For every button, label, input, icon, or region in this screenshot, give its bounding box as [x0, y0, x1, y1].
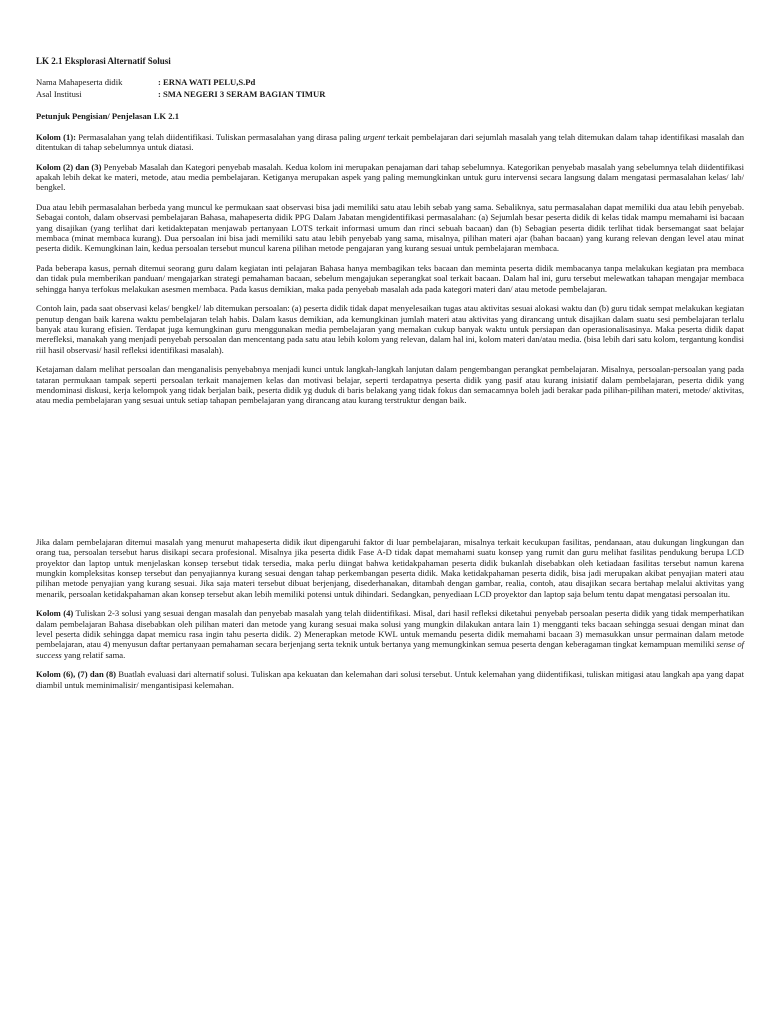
- kolom-2-3-text: Penyebab Masalah dan Kategori penyebab masalah. Kedua kolom ini merupakan penajaman dari tahap sebelumnya. Kategorikan penyebab masalah yang sebelumnya telah diidentifikasi apakah lebih dekat ke materi, metode, atau media pembelajaran. Ketiganya merupakan aspek yang paling memungkinkan untuk guru intervensi secara langsung dalam mengatasi permasalahan kelas/ lab/ bengkel.: [36, 161, 744, 193]
- student-name-row: [36, 77, 744, 89]
- student-name-label: Nama Mahapeserta didik: [36, 77, 123, 88]
- paragraph-external-factors: Jika dalam pembelajaran ditemui masalah yang menurut mahapeserta didik ikut dipengaruhi faktor di luar pembelajaran, misalnya terkait kecukupan fasilitas, pendanaan, atau dukungan lingkungan dan orang tua, persoalan tersebut harus disikapi secara profesional. Misalnya jika peserta didik Fase A-D tidak dapat memahami suatu konsep yang rumit dan guru melihat fasilitas pendukung berupa LCD proyektor dan laptop untuk menjelaskan konsep tersebut tidak tersedia, maka perlu diingat bahwa ketidakpahaman peserta didik bukanlah disebabkan oleh ketiadaan fasilitas tersebut namun karena mungkin kompleksitas konsep tersebut dan penyajiannya kurang sesuai dengan tahap perkembangan peserta didik. Maka ketidakpahaman peserta didik, bisa jadi merupakan akibat penyajian materi atau pilihan metode penyajian yang kurang sesuai. Jika saja materi tersebut dibuat berjenjang, disederhanakan, ditambah dengan gambar, realia, contoh, atau disajikan secara bertahap melalui aktivitas yang menarik, persoalan ketidakpahaman akan konsep tersebut akan lebih memiliki potensi untuk dihindari. Sedangkan, penyediaan LCD proyektor dan laptop saja belum tentu dapat mengatasi persoalan itu.: [36, 536, 744, 599]
- kolom-6-8-label: Kolom (6), (7) dan (8): [36, 669, 117, 680]
- paragraph-causes-example: Dua atau lebih permasalahan berbeda yang muncul ke permukaan saat observasi bisa jadi memiliki satu atau lebih sebab yang sama. Sebaliknya, satu permasalahan dapat memiliki dua atau lebih penyebab. Sebagai contoh, dalam observasi pembelajaran Bahasa, mahapeserta didik PPG Dalam Jabatan mengidentifikasi permasalahan: (a) Sejumlah besar peserta didik di kelas tidak mampu memahami isi bacaan yang disajikan (yang terlihat dari ketidaktepatan menjawab pertanyaan LOTS terkait informasi umum dan rinci sebuah bacaan) dan (b) Sebagian peserta didik terlihat tidak bersemangat saat belajar membaca (minat membaca kurang). Dua persoalan ini bisa jadi memiliki satu atau lebih penyebab yang sama, misalnya, pilihan materi ajar (bahan bacaan) yang kurang relevan dengan level atau minat peserta didik. Kemungkinan lain, kedua persoalan tersebut muncul karena pilihan metode pengajaran yang kurang sesuai untuk pembelajaran membaca.: [36, 201, 744, 254]
- kolom-6-8-text: Buatlah evaluasi dari alternatif solusi. Tuliskan apa kekuatan dan kelemahan dari solusi tersebut. Untuk kelemahan yang diidentifikasi, tuliskan mitigasi atau langkah apa yang dapat diambil untuk meminimalisir/ mengantisipasi kelemahan.: [36, 669, 745, 690]
- document-title: LK 2.1 Eksplorasi Alternatif Solusi: [36, 56, 171, 66]
- kolom-1-italic: urgent: [362, 131, 386, 142]
- kolom-1-label: Kolom (1):: [36, 131, 76, 142]
- institution-label: Asal Institusi: [36, 89, 82, 100]
- kolom-4-text-a: Tuliskan 2-3 solusi yang sesuai dengan masalah dan penyebab masalah yang telah diidentifikasi. Misal, dari hasil refleksi diketahui penyebab persoalan peserta didik yang tidak memperhatikan dalam pembelajaran Bahasa disebabkan oleh pilihan materi dan metode yang kurang sesuai maka solusi yang mungkin dilakukan antara lain 1) mengganti teks bacaan sehingga sesuai dengan minat dan level peserta didik sehingga dapat memicu rasa ingin tahu peserta didik. 2) Menerapkan metode KWL untuk memandu peserta didik memahami bacaan 3) memasukkan unsur permainan dalam metode pembelajaran, atau 4) menyusun daftar pertanyaan pemahaman secara berjenjang serta teknik untuk bertanya yang memungkinkan semua peserta dengan keberagaman tingkat kemampuan memiliki: [36, 608, 745, 650]
- kolom-1-text-a: Permasalahan yang telah diidentifikasi. Tuliskan permasalahan yang dirasa paling: [76, 131, 363, 142]
- page-gap: [36, 415, 744, 537]
- institution-value: : SMA NEGERI 3 SERAM BAGIAN TIMUR: [158, 89, 326, 100]
- kolom-1-text-b: terkait pembelajaran dari sejumlah masalah yang telah ditemukan dalam tahap identifikasi masalah dan ditentukan di tahap sebelumnya untuk diatasi.: [36, 131, 745, 153]
- paragraph-time-case: Contoh lain, pada saat observasi kelas/ bengkel/ lab ditemukan persoalan: (a) peserta didik tidak dapat menyelesaikan tugas atau aktivitas sesuai alokasi waktu dan (b) guru tidak sempat melakukan kegiatan penutup dengan baik karena waktu pembelajaran telah habis. Dalam kasus demikian, ada kemungkinan jumlah materi atau aktivitas yang dirancang untuk disajikan dalam suatu sesi pembelajaran terlalu banyak atau kurang efisien. Terdapat juga kemungkinan guru menggunakan media pembelajaran yang memakan cukup banyak waktu untuk persiapan dan operasionalisasinya. Maka peserta didik dapat merefleksi, manakah yang menjadi penyebab persoalan dan mencentang pada satu atau lebih kolom yang relevan, dalam hal ini, kolom materi dan/atau media. (bisa lebih dari satu kolom, tergantung kondisi riil hasil observasi/ hasil refleksi identifikasi masalah).: [36, 303, 744, 355]
- kolom-2-3-label: Kolom (2) dan (3): [36, 161, 102, 172]
- institution-row: [36, 89, 744, 101]
- paragraph-reading-case: Pada beberapa kasus, pernah ditemui seorang guru dalam kegiatan inti pelajaran Bahasa hanya membagikan teks bacaan dan meminta peserta didik membacanya tanpa melakukan kegiatan pra membaca dan tidak pula memberikan panduan/ mengajarkan strategi pemahaman bacaan, sebelum mengajukan seperangkat soal terkait bacaan. Dalam hal ini, guru tersebut melewatkan tahapan mengajar membaca sehingga hanya terfokus melakukan asesmen membaca. Pada kasus demikian, maka pada penyebab masalah ada pada kategori materi dan/ atau metode pembelajaran.: [36, 262, 744, 294]
- kolom-4-text-b: yang relatif sama.: [61, 649, 126, 660]
- document-page: [36, 56, 744, 699]
- paragraph-analysis: Ketajaman dalam melihat persoalan dan menganalisis penyebabnya menjadi kunci untuk langkah-langkah lanjutan dalam pengembangan perangkat pembelajaran. Misalnya, persoalan-persoalan yang pada tataran permukaan tampak seperti persoalan terkait manajemen kelas dan motivasi belajar, seperti terdapatnya peserta didik yang pasif atau kurang inisiatif dalam pembelajaran, peserta didik yang mendominasi diskusi, kerja kelompok yang tidak berjalan baik, peserta didik yg duduk di baris belakang yang tidak fokus dan semacamnya boleh jadi berakar pada pilihan-pilihan materi, metode/ aktivitas, atau media pembelajaran yang sesuai untuk setiap tahapan pembelajaran yang dirancang atau kurang terstruktur dengan baik.: [36, 364, 744, 406]
- kolom-4-label: Kolom (4): [36, 608, 74, 619]
- paragraph-kolom-4: [36, 608, 744, 660]
- student-name-value: : ERNA WATI PELU,S.Pd: [158, 77, 256, 88]
- paragraph-kolom-1: [36, 132, 744, 153]
- instructions-title: Petunjuk Pengisian/ Penjelasan LK 2.1: [36, 111, 180, 122]
- paragraph-kolom-6-8: [36, 669, 744, 690]
- paragraph-kolom-2-3: [36, 162, 744, 193]
- kolom-4-italic: sense of success: [36, 639, 745, 660]
